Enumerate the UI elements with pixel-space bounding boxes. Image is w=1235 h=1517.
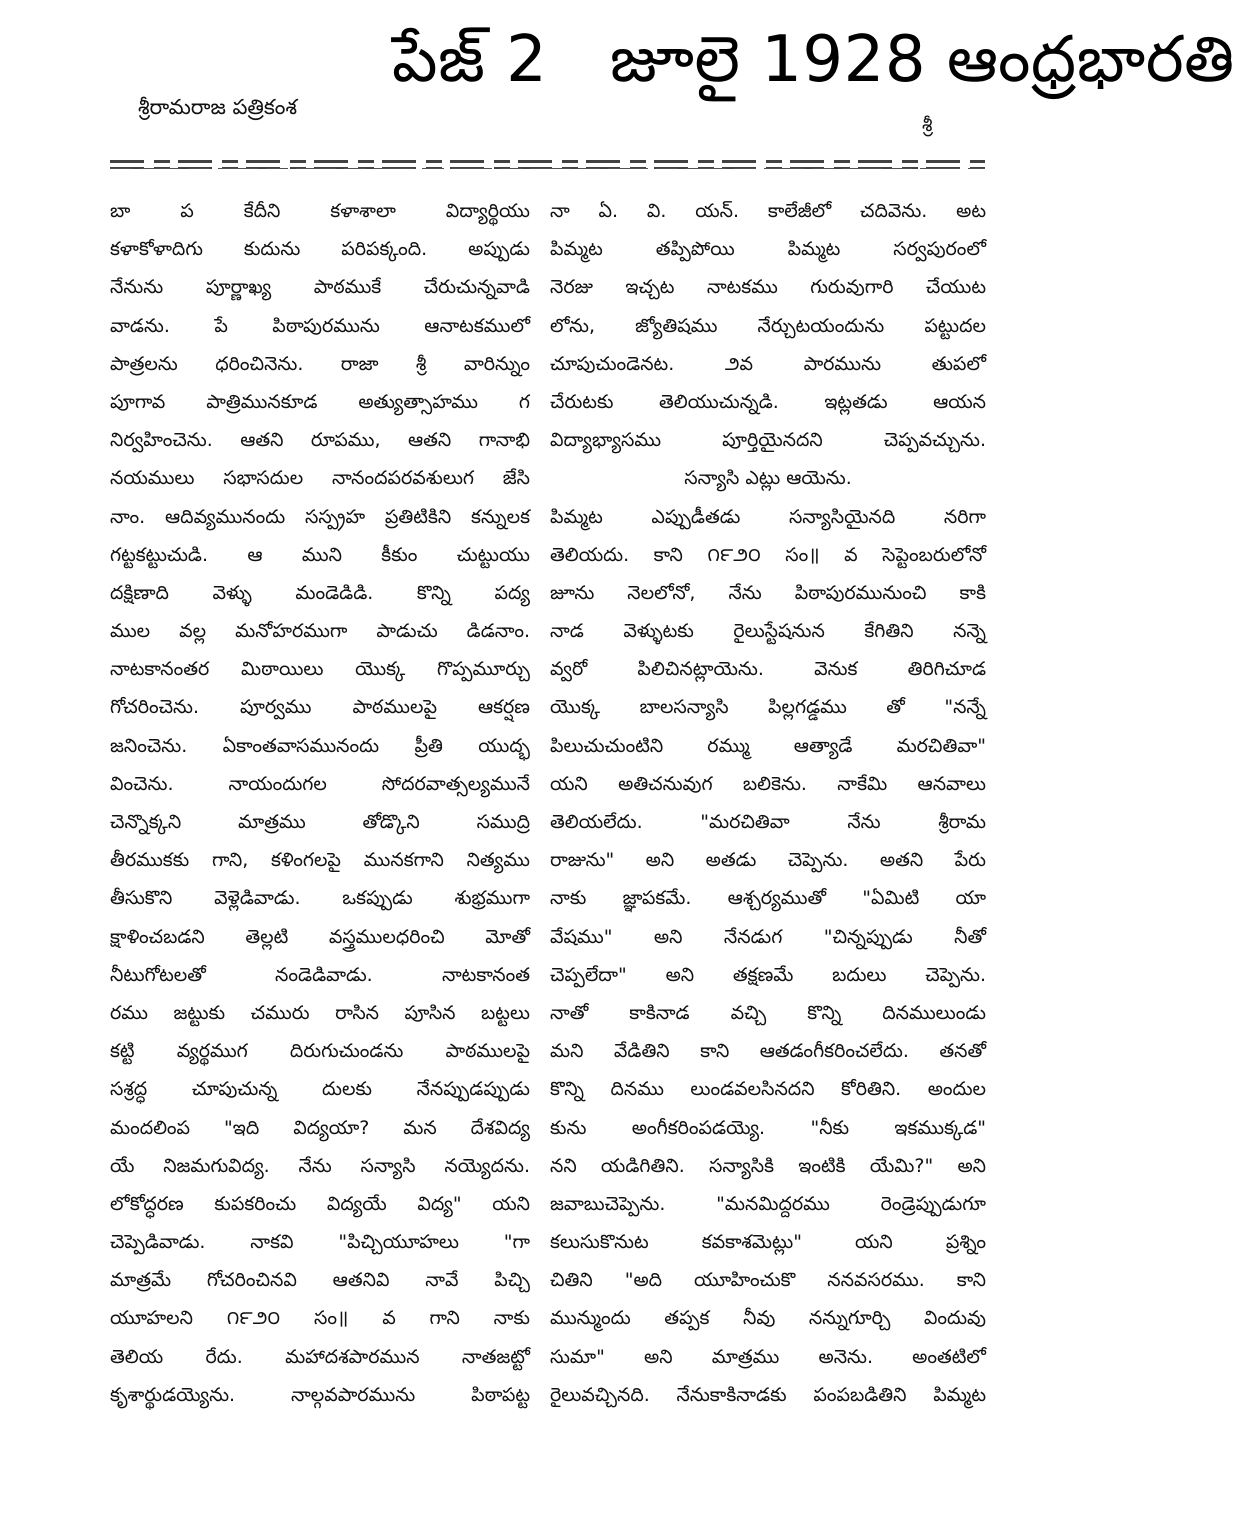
text-line: తెలియలేదు. "మరచితివా నేను శ్రీరామ — [550, 811, 986, 833]
text-line: చెప్పలేదా" అని తక్షణమే బదులు చెప్పెను. — [550, 963, 986, 986]
text-line: మాత్రమే గోచరించినవి ఆతనివి నావే పిచ్చి — [110, 1269, 530, 1292]
corner-mark: శ్రీ — [922, 114, 933, 136]
left-column — [110, 192, 530, 1414]
text-line: నేనును పూర్ణాఖ్య పాఠముకే చేరుచున్నవాడి — [110, 276, 530, 299]
text-line: కళాకోళాదిగు కుదును పరిపక్కంది. అప్పుడు — [110, 238, 530, 261]
text-line: నాం. ఆదివ్యమునందు సస్ప్రహ ప్రతిటికిని కన్నులక — [110, 505, 530, 528]
right-column — [550, 192, 986, 1414]
ornamental-rule — [110, 160, 985, 176]
text-line: నాకు జ్ఞాపకమే. ఆశ్చర్యముతో "ఏమిటి యా — [550, 887, 986, 910]
text-line: నాతో కాకినాడ వచ్చి కొన్ని దినములుండు — [550, 1001, 986, 1024]
text-line: పాత్రలను ధరించినెను. రాజా శ్రీ వారిన్నుం — [110, 352, 530, 375]
text-line: యూహలని ౧౯౨౦ సం॥ వ గాని నాకు — [110, 1307, 530, 1330]
text-line: వాడను. పే పిఠాపురమును ఆనాటకములో — [110, 314, 530, 337]
text-line: మున్ముందు తప్పక నీవు నన్నుగూర్చి విందువు — [550, 1307, 986, 1330]
text-line: కొన్ని దినము లుండవలసినదని కోరితిని. అందుల — [550, 1078, 986, 1101]
text-line: యే నిజమగువిద్య. నేను సన్యాసి నయ్యెదను. — [110, 1154, 530, 1177]
text-line: చేరుటకు తెలియుచున్నడి. ఇట్లతడు ఆయన — [550, 390, 986, 413]
text-line: తెలియ రేదు. మహాదశపారమున నాతజట్టో — [110, 1345, 530, 1368]
text-line: రాజును" అని అతడు చెప్పెను. అతని పేరు — [550, 849, 986, 872]
text-line: రము జట్టుకు చమురు రాసిన పూసిన బట్టలు — [110, 1001, 530, 1024]
text-line: మని వేడితిని కాని ఆతడంగీకరించలేదు. తనతో — [550, 1040, 986, 1063]
text-line: లోను, జ్యోతిషము నేర్చుటయందును పట్టుదల — [550, 314, 986, 337]
text-line: సుమా" అని మాత్రము అనెను. అంతటిలో — [550, 1345, 986, 1368]
text-line: వ్వరో పిలిచినట్లాయెను. వెనుక తిరిగిచూడ — [550, 658, 986, 681]
text-line: నాడ వెళ్ళుటకు రైలుస్టేషనున కేగితిని నన్నె — [550, 620, 986, 643]
text-line: చూపుచుండెనట. ౨వ పారమును తుపలో — [550, 352, 986, 375]
text-line: నయములు సభాసదుల నానందపరవశులుగ జేసి — [110, 467, 530, 490]
text-line: విద్యాభ్యాసము పూర్తియైనదని చెప్పవచ్చును. — [550, 429, 986, 452]
text-line: నా ఏ. వి. యన్. కాలేజీలో చదివెను. అట — [550, 200, 986, 222]
text-line: ముల వల్ల మనోహరముగా పాడుచు డిడనాం. — [110, 620, 530, 643]
text-line: సశ్రద్ధ చూపుచున్న దులకు నేనప్పుడప్పుడు — [110, 1078, 530, 1101]
section-heading: సన్యాసి ఎట్లు ఆయెను. — [684, 467, 852, 490]
running-head: శ్రీరామరాజ పత్రికంశ — [138, 95, 298, 119]
text-line: పూగావ పాత్రిమునకూడ అత్యుత్సాహము గ — [110, 390, 530, 413]
text-line: నీటుగోటలతో నండెడివాడు. నాటకానంత — [110, 963, 530, 986]
text-line: కృశార్థుడయ్యెను. నాల్గవపారమును పిఠాపట్ట — [110, 1383, 530, 1406]
text-line: మందలింప "ఇది విద్యయా? మన దేశవిద్య — [110, 1116, 530, 1139]
text-line: నిర్వహించెను. ఆతని రూపము, ఆతని గానాభి — [110, 429, 530, 452]
text-line: చెప్పెడివాడు. నాకవి "పిచ్చియూహలు "గా — [110, 1231, 530, 1254]
text-line: క్షాళించబడని తెల్లటి వస్త్రములధరించి మోతో — [110, 925, 530, 948]
text-line: గట్టకట్టుచుడి. ఆ ముని కీకుం చుట్టుయు — [110, 543, 530, 566]
text-line: నాటకానంతర మిఠాయిలు యొక్క గొప్పమూర్చు — [110, 658, 530, 681]
text-line: నెరజు ఇచ్చట నాటకము గురువుగారి చేయుట — [550, 276, 986, 299]
text-line: యొక్క బాలసన్యాసి పిల్లగడ్డము తో "నన్నే — [550, 696, 986, 719]
text-line: పిమ్మట తప్పిపోయి పిమ్మట సర్వపురంలో — [550, 238, 986, 261]
text-line: పిలుచుచుంటిని రమ్ము ఆత్యాడే మరచితివా" — [550, 734, 986, 757]
text-line: కలుసుకొనుట కవకాశమెట్లు" యని ప్రశ్నిం — [550, 1231, 986, 1254]
text-line: చెన్నొక్కని మాత్రము తోడ్కొని సముద్రి — [110, 811, 530, 833]
page-title: పేజ్ 2 జూలై 1928 ఆంధ్రభారతి — [392, 23, 1235, 97]
text-line: వేషము" అని నేనడుగ "చిన్నప్పుడు నీతో — [550, 925, 986, 948]
text-line: జనించెను. ఏకాంతవాసమునందు ప్రీతి యుద్భ — [110, 734, 530, 757]
text-line: తీరముకకు గాని, కళింగలపై మునకగాని నిత్యము — [110, 849, 530, 872]
text-line: రైలువచ్చినది. నేనుకాకినాడకు పంపబడితిని పిమ్మట — [550, 1383, 986, 1406]
text-line: లోకోద్ధరణ కుపకరించు విద్యయే విద్య" యని — [110, 1192, 530, 1215]
text-line: గోచరించెను. పూర్వము పాఠములపై ఆకర్షణ — [110, 696, 530, 719]
text-line: తీసుకొని వెళ్లెడివాడు. ఒకప్పుడు శుభ్రముగా — [110, 887, 530, 910]
text-line: యని అతిచనువుగ బలికెను. నాకేమి ఆనవాలు — [550, 772, 986, 795]
text-line: నని యడిగితిని. సన్యాసికి ఇంటికి యేమి?" అని — [550, 1154, 986, 1177]
text-line: జవాబుచెప్పెను. "మనమిద్దరము రెండ్రెప్పుడుగూ — [550, 1192, 986, 1215]
text-line: వించెను. నాయందుగల సోదరవాత్సల్యమునే — [110, 772, 530, 795]
text-line: బా ప కేదీని కళాశాలా విద్యార్థియు — [110, 200, 530, 222]
text-line: కట్టి వ్యర్థముగ దిరుగుచుండను పాఠములపై — [110, 1040, 530, 1063]
text-line: పిమ్మట ఎప్పుడీతడు సన్యాసియైనది నరిగా — [550, 505, 986, 528]
text-line: దక్షిణాది వెళ్ళు మండెడిడి. కొన్ని పద్య — [110, 581, 530, 604]
text-line: చితిని "అది యూహించుకొ ననవసరము. కాని — [550, 1269, 986, 1292]
text-line: జూను నెలలోనో, నేను పిఠాపురమునుంచి కాకి — [550, 581, 986, 604]
text-line: కును అంగీకరింపడయ్యె. "నీకు ఇకముక్కడ" — [550, 1116, 986, 1139]
text-line: తెలియదు. కాని ౧౯౨౦ సం॥ వ సెప్టెంబరులోనో — [550, 543, 986, 566]
